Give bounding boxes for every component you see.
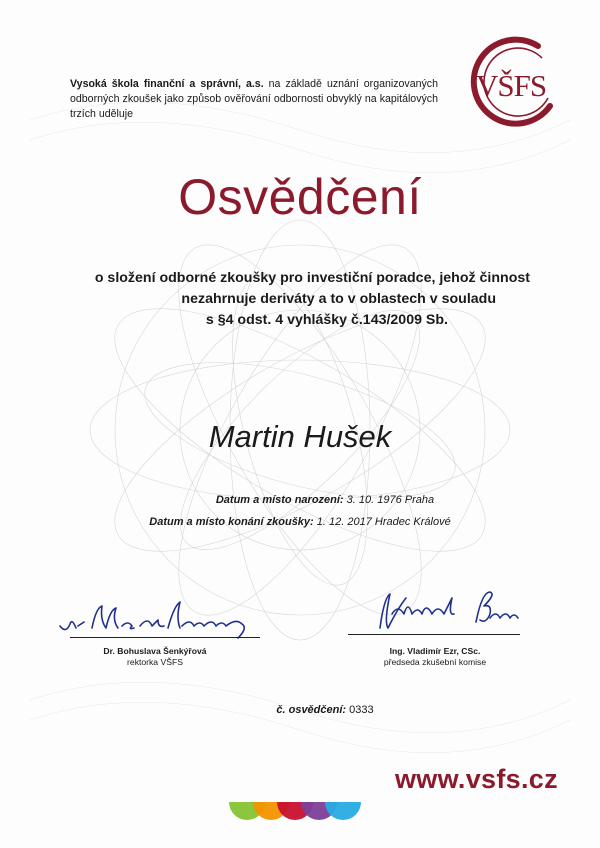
brand-arcs-icon bbox=[225, 798, 365, 838]
birth-label: Datum a místo narození: bbox=[215, 494, 344, 506]
left-signature-line bbox=[70, 637, 260, 638]
logo-text: VŠFS bbox=[476, 68, 547, 103]
certificate-subtitle bbox=[60, 268, 530, 331]
right-signature bbox=[372, 588, 532, 634]
right-signature-line bbox=[348, 634, 520, 635]
right-signatory-name: Ing. Vladimír Ezr, CSc. bbox=[389, 646, 481, 656]
right-signatory-role: předseda zkušební komise bbox=[383, 657, 487, 667]
institution-name: Vysoká škola finanční a správní, a.s. bbox=[70, 78, 264, 90]
exam-details bbox=[0, 516, 600, 528]
website-url bbox=[395, 764, 558, 795]
exam-label: Datum a místo konání zkoušky: bbox=[149, 516, 314, 528]
birth-value: 3. 10. 1976 Praha bbox=[343, 494, 435, 506]
url-main: www.vsfs bbox=[395, 764, 521, 794]
left-signatory-role: rektorka VŠFS bbox=[127, 657, 183, 667]
certificate-number-value: 0333 bbox=[346, 704, 374, 716]
intro-text bbox=[70, 77, 438, 122]
subtitle-line: s §4 odst. 4 vyhlášky č.143/2009 Sb. bbox=[205, 312, 448, 328]
holder-name: Martin Hušek bbox=[208, 419, 392, 454]
intro-rest: na základě uznání organizovaných odborných zkoušek jako způsob ověřování odbornosti obvyklý na kapitálových trzích uděluje bbox=[70, 78, 438, 120]
url-tld: .cz bbox=[520, 764, 558, 794]
certificate-number-label: č. osvědčení: bbox=[276, 704, 347, 716]
left-signatory-name: Dr. Bohuslava Šenkýřová bbox=[103, 646, 207, 656]
exam-value: 1. 12. 2017 Hradec Králové bbox=[313, 516, 451, 528]
left-signature bbox=[56, 596, 276, 640]
certificate-title: Osvědčení bbox=[178, 169, 422, 225]
subtitle-line: nezahrnuje deriváty a to v oblastech v souladu bbox=[181, 291, 496, 307]
birth-details bbox=[0, 494, 600, 506]
subtitle-line: o složení odborné zkoušky pro investiční poradce, jehož činnost bbox=[94, 270, 530, 286]
certificate-number bbox=[0, 704, 600, 716]
vsfs-logo-icon bbox=[462, 28, 566, 132]
